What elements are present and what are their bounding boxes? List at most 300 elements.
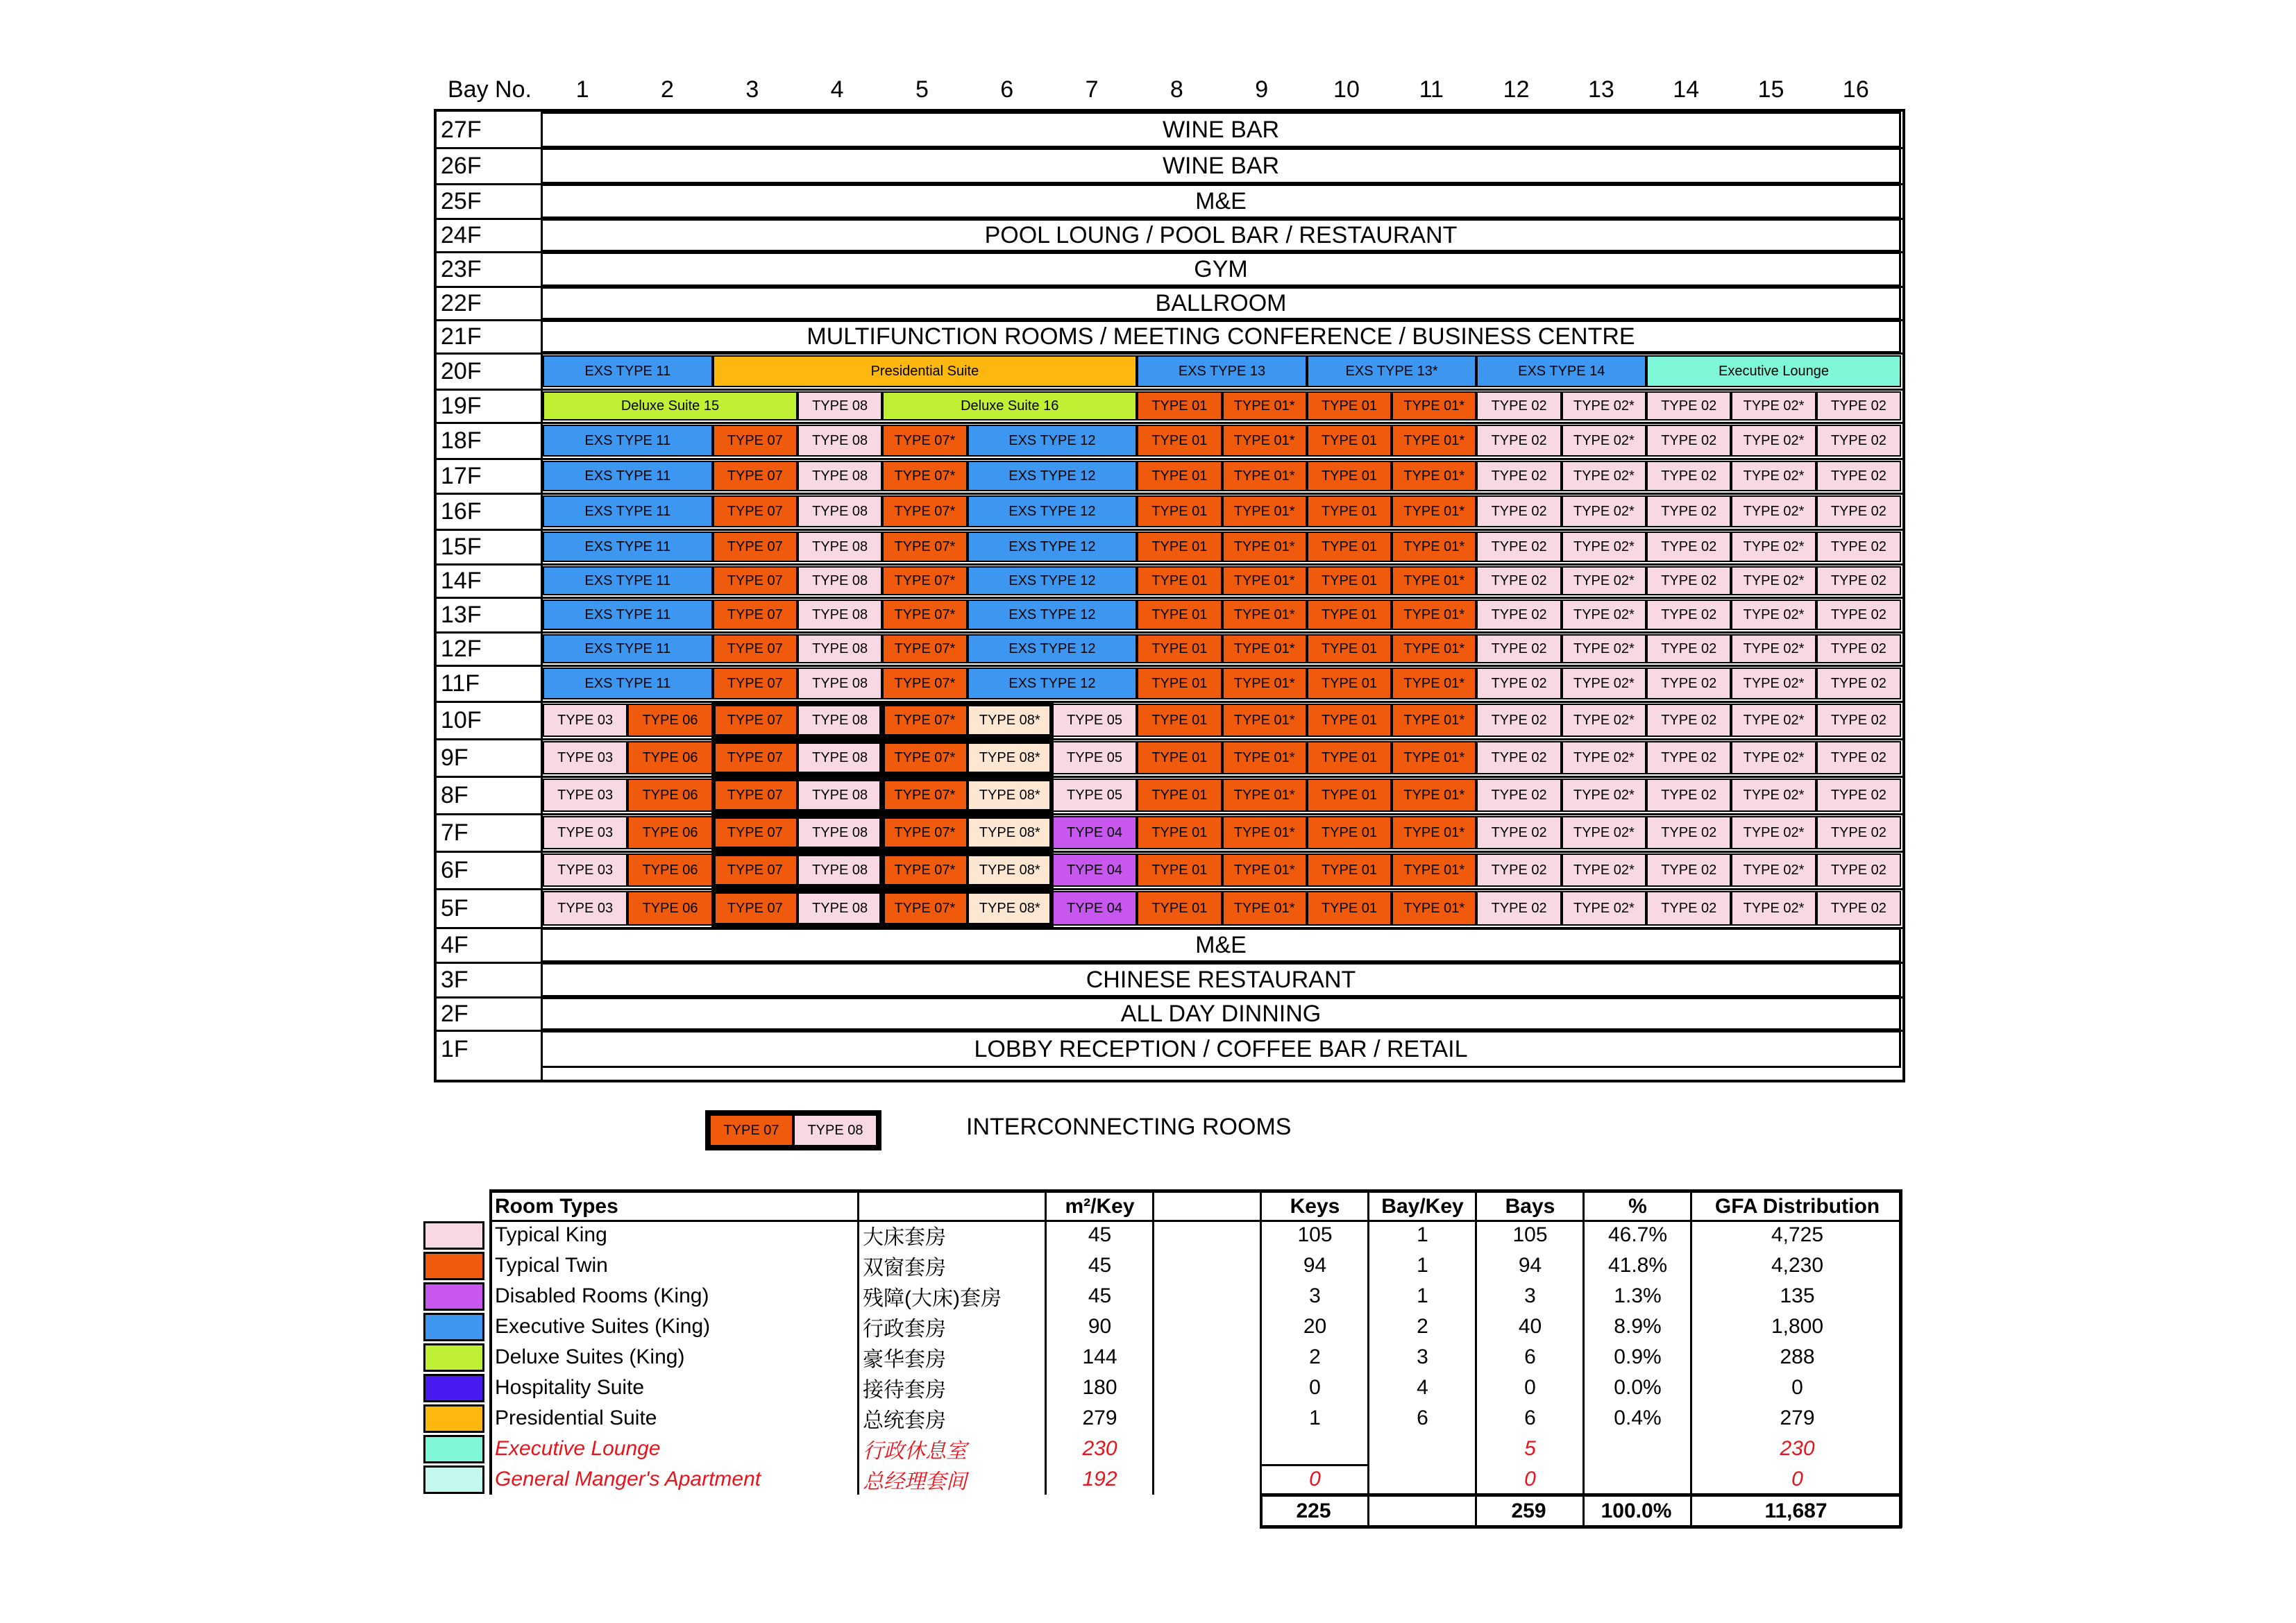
room-cell: TYPE 02 xyxy=(1476,853,1561,887)
room-cell: TYPE 08 xyxy=(797,425,882,457)
table-cell-m2: 144 xyxy=(1082,1345,1117,1368)
table-cell-pct: 0.4% xyxy=(1614,1407,1662,1429)
table-cell-name: Executive Suites (King) xyxy=(495,1315,711,1338)
room-cell: TYPE 02 xyxy=(1816,891,1901,926)
room-cell: TYPE 02* xyxy=(1731,853,1816,887)
table-cell-gfa: 4,230 xyxy=(1771,1254,1824,1277)
floor-divider xyxy=(437,251,1902,253)
room-cell: TYPE 07* xyxy=(882,816,967,849)
room-cell: TYPE 02 xyxy=(1816,741,1901,774)
room-cell: EXS TYPE 12 xyxy=(968,461,1138,491)
floor-divider xyxy=(437,962,1902,964)
room-cell: TYPE 06 xyxy=(627,891,712,926)
floor-label-20f: 20F xyxy=(441,357,482,384)
room-cell: TYPE 01 xyxy=(1137,600,1222,630)
room-cell: TYPE 07 xyxy=(713,425,797,457)
table-cell-gfa: 279 xyxy=(1780,1407,1815,1429)
room-cell: TYPE 01* xyxy=(1392,600,1476,630)
room-cell: EXS TYPE 11 xyxy=(543,532,713,562)
floor-divider xyxy=(437,701,1902,703)
legend-cell-type-a: TYPE 07 xyxy=(709,1114,793,1146)
room-cell: TYPE 07 xyxy=(713,532,797,562)
room-cell: TYPE 02 xyxy=(1646,600,1731,630)
room-cell: TYPE 01* xyxy=(1222,391,1307,420)
room-cell: TYPE 02* xyxy=(1731,741,1816,774)
room-cell: TYPE 02 xyxy=(1646,425,1731,457)
floor-stack-grid xyxy=(434,109,1905,1082)
room-type-swatch xyxy=(423,1221,484,1250)
room-type-swatch xyxy=(423,1313,484,1341)
room-cell: TYPE 07 xyxy=(713,566,797,595)
room-cell: TYPE 01 xyxy=(1307,891,1392,926)
room-cell: TYPE 02* xyxy=(1562,853,1646,887)
table-header-m2: m²/Key xyxy=(1065,1195,1135,1218)
room-type-swatch xyxy=(423,1404,484,1433)
room-cell: TYPE 01 xyxy=(1137,668,1222,699)
room-cell: TYPE 01 xyxy=(1137,634,1222,663)
room-cell: TYPE 07* xyxy=(882,566,967,595)
room-cell: TYPE 02* xyxy=(1731,600,1816,630)
room-types-table xyxy=(423,1189,1905,1543)
table-header-bay-key: Bay/Key xyxy=(1381,1195,1464,1218)
room-cell: TYPE 08 xyxy=(797,779,882,812)
table-cell-keys: 2 xyxy=(1309,1345,1321,1368)
floor-label-2f: 2F xyxy=(441,1000,469,1027)
floor-divider xyxy=(437,996,1902,999)
room-cell: TYPE 02 xyxy=(1476,532,1561,562)
table-cell-bays: 94 xyxy=(1518,1254,1542,1277)
floor-divider xyxy=(437,218,1902,220)
room-cell: TYPE 01 xyxy=(1307,634,1392,663)
room-cell: TYPE 02 xyxy=(1816,391,1901,420)
table-header-pct: % xyxy=(1628,1195,1647,1218)
room-cell: TYPE 06 xyxy=(627,741,712,774)
table-cell-m2: 180 xyxy=(1082,1376,1117,1399)
room-cell: TYPE 08 xyxy=(797,668,882,699)
room-cell: TYPE 07 xyxy=(713,634,797,663)
table-cell-m2: 45 xyxy=(1088,1223,1112,1246)
table-cell-cn: 总统套房 xyxy=(863,1409,946,1432)
room-cell: TYPE 02 xyxy=(1816,853,1901,887)
bay-number: 10 xyxy=(1333,76,1360,103)
room-cell: TYPE 08* xyxy=(968,853,1052,887)
room-cell: TYPE 02 xyxy=(1646,704,1731,737)
bay-number: 11 xyxy=(1419,76,1444,103)
room-cell: EXS TYPE 12 xyxy=(968,600,1138,630)
floor-divider xyxy=(437,458,1902,460)
floor-divider xyxy=(437,422,1902,424)
table-right-border xyxy=(1899,1189,1902,1528)
room-cell: EXS TYPE 12 xyxy=(968,668,1138,699)
table-cell-name: Typical King xyxy=(495,1223,607,1246)
room-cell: TYPE 06 xyxy=(627,816,712,849)
room-cell: TYPE 07* xyxy=(882,853,967,887)
room-cell: TYPE 03 xyxy=(543,853,627,887)
room-cell: TYPE 07* xyxy=(882,425,967,457)
room-cell: TYPE 01* xyxy=(1392,816,1476,849)
room-cell: TYPE 01* xyxy=(1222,600,1307,630)
room-cell: TYPE 02 xyxy=(1646,779,1731,812)
floor-divider xyxy=(437,493,1902,495)
room-cell: TYPE 07 xyxy=(713,668,797,699)
floor-function-26f: WINE BAR xyxy=(543,150,1899,182)
room-cell: TYPE 07* xyxy=(882,461,967,491)
room-cell: TYPE 01* xyxy=(1392,532,1476,562)
room-cell: TYPE 02 xyxy=(1646,668,1731,699)
table-cell-cn: 行政套房 xyxy=(863,1318,946,1341)
total-col-divider xyxy=(1367,1495,1369,1525)
room-cell: EXS TYPE 13 xyxy=(1137,355,1307,387)
room-cell: TYPE 07* xyxy=(882,668,967,699)
room-cell: TYPE 01* xyxy=(1222,741,1307,774)
room-cell: TYPE 01* xyxy=(1222,891,1307,926)
table-cell-cn: 豪华套房 xyxy=(863,1348,946,1371)
room-cell: TYPE 01* xyxy=(1222,461,1307,491)
room-cell: EXS TYPE 12 xyxy=(968,634,1138,663)
room-cell: TYPE 01 xyxy=(1137,391,1222,420)
table-cell-bay-key: 1 xyxy=(1417,1284,1428,1307)
bay-number: 4 xyxy=(830,76,844,103)
table-cell-pct: 46.7% xyxy=(1607,1223,1668,1246)
room-cell: EXS TYPE 12 xyxy=(968,425,1138,457)
table-cell-pct: 41.8% xyxy=(1607,1254,1668,1277)
floor-divider xyxy=(437,529,1902,531)
room-cell: TYPE 07* xyxy=(882,600,967,630)
room-cell: TYPE 07 xyxy=(713,461,797,491)
bay-number: 9 xyxy=(1255,76,1269,103)
floor-divider xyxy=(437,888,1902,890)
room-cell: TYPE 02 xyxy=(1476,634,1561,663)
room-cell: TYPE 01 xyxy=(1307,668,1392,699)
room-cell: TYPE 01 xyxy=(1307,816,1392,849)
table-cell-bays: 0 xyxy=(1524,1376,1536,1399)
room-cell: TYPE 05 xyxy=(1052,704,1137,737)
bay-number: 13 xyxy=(1587,76,1614,103)
room-cell: TYPE 02* xyxy=(1731,634,1816,663)
table-cell-bays: 6 xyxy=(1524,1407,1536,1429)
room-cell: TYPE 02* xyxy=(1731,668,1816,699)
room-cell: TYPE 02* xyxy=(1731,532,1816,562)
table-cell-m2: 192 xyxy=(1082,1468,1117,1490)
room-cell: EXS TYPE 12 xyxy=(968,566,1138,595)
room-cell: TYPE 02 xyxy=(1476,668,1561,699)
room-cell: TYPE 02 xyxy=(1646,741,1731,774)
room-cell: Deluxe Suite 15 xyxy=(543,391,797,420)
table-cell-name: Presidential Suite xyxy=(495,1407,657,1429)
room-cell: TYPE 08* xyxy=(968,741,1052,774)
room-cell: TYPE 01* xyxy=(1222,704,1307,737)
room-type-swatch xyxy=(423,1374,484,1402)
room-cell: TYPE 01 xyxy=(1307,495,1392,527)
floor-function-27f: WINE BAR xyxy=(543,114,1899,146)
table-cell-pct xyxy=(1588,1434,1687,1464)
bay-number: 8 xyxy=(1170,76,1183,103)
room-cell: TYPE 01 xyxy=(1137,779,1222,812)
room-cell: TYPE 02 xyxy=(1476,600,1561,630)
floor-divider xyxy=(437,776,1902,778)
room-cell: Executive Lounge xyxy=(1646,355,1901,387)
floor-label-11f: 11F xyxy=(441,670,480,697)
floor-function-4f: M&E xyxy=(543,930,1899,960)
room-cell: TYPE 02 xyxy=(1646,816,1731,849)
table-cell-cn: 大床套房 xyxy=(863,1226,946,1249)
room-cell: TYPE 02* xyxy=(1562,391,1646,420)
table-cell-gfa: 0 xyxy=(1791,1468,1803,1490)
floor-label-21f: 21F xyxy=(441,323,482,350)
room-cell: TYPE 02* xyxy=(1562,461,1646,491)
room-cell: TYPE 01 xyxy=(1137,741,1222,774)
table-cell-keys: 105 xyxy=(1297,1223,1333,1246)
room-cell: TYPE 03 xyxy=(543,816,627,849)
bay-number: 16 xyxy=(1842,76,1869,103)
room-cell: TYPE 02* xyxy=(1562,532,1646,562)
table-cell-keys: 0 xyxy=(1309,1376,1321,1399)
floor-function-24f: POOL LOUNG / POOL BAR / RESTAURANT xyxy=(543,221,1899,250)
room-cell: TYPE 02* xyxy=(1731,391,1816,420)
table-cell-cn: 双窗套房 xyxy=(863,1257,946,1280)
room-cell: TYPE 07 xyxy=(713,891,797,926)
floor-function-23f: GYM xyxy=(543,254,1899,284)
room-cell: EXS TYPE 11 xyxy=(543,495,713,527)
floor-label-22f: 22F xyxy=(441,289,482,316)
table-cell-bay-key: 3 xyxy=(1417,1345,1428,1368)
bay-number: 15 xyxy=(1757,76,1784,103)
bay-number: 12 xyxy=(1503,76,1530,103)
room-cell: TYPE 02 xyxy=(1476,779,1561,812)
interconnecting-legend-label: INTERCONNECTING ROOMS xyxy=(966,1114,1292,1140)
legend-cell-type-b: TYPE 08 xyxy=(793,1114,877,1146)
table-cell-cn: 总经理套间 xyxy=(863,1470,967,1493)
table-cell-gfa: 0 xyxy=(1791,1376,1803,1399)
room-cell: TYPE 07* xyxy=(882,891,967,926)
room-cell: TYPE 02 xyxy=(1646,634,1731,663)
bay-no-label: Bay No. xyxy=(448,76,532,103)
room-cell: TYPE 02 xyxy=(1816,495,1901,527)
table-cell-bay-key: 2 xyxy=(1417,1315,1428,1338)
room-cell: TYPE 01* xyxy=(1222,779,1307,812)
room-cell: TYPE 07* xyxy=(882,741,967,774)
table-col-divider xyxy=(1260,1189,1262,1495)
room-cell: TYPE 07* xyxy=(882,495,967,527)
room-cell: TYPE 02 xyxy=(1816,461,1901,491)
room-cell: TYPE 08 xyxy=(797,532,882,562)
floor-label-17f: 17F xyxy=(441,462,482,489)
room-cell: TYPE 01 xyxy=(1307,741,1392,774)
table-cell-pct: 8.9% xyxy=(1614,1315,1662,1338)
bay-number: 1 xyxy=(575,76,589,103)
table-total-pct: 100.0% xyxy=(1601,1499,1672,1522)
room-type-swatch xyxy=(423,1252,484,1280)
room-cell: TYPE 08 xyxy=(797,566,882,595)
room-cell: TYPE 07 xyxy=(713,779,797,812)
room-cell: TYPE 03 xyxy=(543,779,627,812)
room-cell: TYPE 03 xyxy=(543,891,627,926)
table-col-divider xyxy=(1367,1189,1369,1495)
floor-label-9f: 9F xyxy=(441,744,469,771)
room-cell: TYPE 08 xyxy=(797,600,882,630)
floor-label-24f: 24F xyxy=(441,221,482,248)
table-total-bays: 259 xyxy=(1511,1499,1546,1522)
room-cell: TYPE 01* xyxy=(1222,816,1307,849)
room-cell: TYPE 01* xyxy=(1392,634,1476,663)
table-total-gfa: 11,687 xyxy=(1764,1499,1827,1522)
room-cell: TYPE 01* xyxy=(1392,891,1476,926)
floor-function-1f: LOBBY RECEPTION / COFFEE BAR / RETAIL xyxy=(543,1033,1899,1066)
room-cell: TYPE 01 xyxy=(1307,853,1392,887)
table-cell-keys: 1 xyxy=(1309,1407,1321,1429)
room-cell: TYPE 06 xyxy=(627,779,712,812)
room-cell: TYPE 02 xyxy=(1816,816,1901,849)
room-cell: TYPE 01 xyxy=(1137,425,1222,457)
room-cell: TYPE 02 xyxy=(1816,668,1901,699)
table-cell-bay-key: 6 xyxy=(1417,1407,1428,1429)
room-cell: TYPE 02 xyxy=(1476,391,1561,420)
room-cell: TYPE 02 xyxy=(1476,461,1561,491)
room-cell: TYPE 02 xyxy=(1816,532,1901,562)
room-cell: TYPE 01* xyxy=(1222,532,1307,562)
floor-label-27f: 27F xyxy=(441,116,482,143)
room-cell: TYPE 08 xyxy=(797,816,882,849)
room-cell: TYPE 08 xyxy=(797,634,882,663)
room-cell: TYPE 02 xyxy=(1646,391,1731,420)
room-cell: EXS TYPE 13* xyxy=(1307,355,1477,387)
floor-label-18f: 18F xyxy=(441,427,482,454)
table-header-keys: Keys xyxy=(1290,1195,1340,1218)
floor-divider xyxy=(437,563,1902,566)
room-cell: TYPE 02 xyxy=(1476,704,1561,737)
table-cell-keys: 0 xyxy=(1309,1468,1321,1490)
floor-label-12f: 12F xyxy=(441,635,482,662)
room-cell: TYPE 02* xyxy=(1562,634,1646,663)
floor-label-13f: 13F xyxy=(441,601,482,628)
room-cell: TYPE 01 xyxy=(1137,495,1222,527)
table-col-divider xyxy=(1152,1189,1154,1495)
room-cell: TYPE 01 xyxy=(1137,704,1222,737)
room-cell: TYPE 02* xyxy=(1562,816,1646,849)
room-cell: TYPE 02 xyxy=(1816,779,1901,812)
room-cell: TYPE 02 xyxy=(1646,461,1731,491)
room-cell: TYPE 01* xyxy=(1392,704,1476,737)
room-cell: TYPE 08* xyxy=(968,704,1052,737)
table-col-divider xyxy=(1045,1189,1047,1495)
room-cell: TYPE 01 xyxy=(1307,391,1392,420)
table-cell-m2: 230 xyxy=(1082,1437,1117,1460)
room-cell: TYPE 01* xyxy=(1392,391,1476,420)
floor-label-4f: 4F xyxy=(441,931,469,958)
room-cell: EXS TYPE 12 xyxy=(968,495,1138,527)
room-cell: EXS TYPE 11 xyxy=(543,355,713,387)
room-cell: TYPE 02 xyxy=(1816,566,1901,595)
room-cell: TYPE 02 xyxy=(1476,495,1561,527)
bay-number: 3 xyxy=(745,76,759,103)
room-cell: TYPE 07 xyxy=(713,600,797,630)
room-cell: EXS TYPE 11 xyxy=(543,461,713,491)
floor-label-3f: 3F xyxy=(441,966,469,993)
room-cell: TYPE 01* xyxy=(1392,779,1476,812)
room-cell: TYPE 02 xyxy=(1816,634,1901,663)
bay-number: 5 xyxy=(915,76,929,103)
room-cell: TYPE 01 xyxy=(1307,532,1392,562)
room-cell: EXS TYPE 11 xyxy=(543,668,713,699)
room-cell: TYPE 08 xyxy=(797,704,882,737)
table-cell-bays: 3 xyxy=(1524,1284,1536,1307)
room-cell: TYPE 07* xyxy=(882,779,967,812)
room-cell: TYPE 07* xyxy=(882,532,967,562)
floor-divider xyxy=(437,319,1902,321)
table-cell-name: Executive Lounge xyxy=(495,1437,661,1460)
room-cell: TYPE 01* xyxy=(1392,853,1476,887)
table-cell-bays: 6 xyxy=(1524,1345,1536,1368)
table-cell-pct: 0.9% xyxy=(1614,1345,1662,1368)
room-cell: EXS TYPE 12 xyxy=(968,532,1138,562)
room-cell: TYPE 01* xyxy=(1222,495,1307,527)
floor-label-8f: 8F xyxy=(441,781,469,808)
table-cell-name: Deluxe Suites (King) xyxy=(495,1345,685,1368)
room-cell: TYPE 07* xyxy=(882,704,967,737)
room-type-swatch xyxy=(423,1343,484,1372)
floor-label-5f: 5F xyxy=(441,894,469,921)
room-cell: TYPE 01* xyxy=(1392,566,1476,595)
table-cell-gfa: 230 xyxy=(1780,1437,1815,1460)
table-cell-name: Disabled Rooms (King) xyxy=(495,1284,709,1307)
table-cell-gfa: 4,725 xyxy=(1771,1223,1824,1246)
room-type-swatch xyxy=(423,1282,484,1311)
table-col-divider xyxy=(1582,1189,1585,1495)
floor-label-14f: 14F xyxy=(441,567,482,594)
table-col-divider xyxy=(1690,1189,1692,1495)
floor-label-7f: 7F xyxy=(441,819,469,846)
room-cell: TYPE 01 xyxy=(1307,461,1392,491)
room-cell: TYPE 03 xyxy=(543,704,627,737)
room-cell: TYPE 02* xyxy=(1731,425,1816,457)
room-cell: TYPE 02 xyxy=(1476,891,1561,926)
room-cell: TYPE 02* xyxy=(1562,495,1646,527)
table-cell-bay-key xyxy=(1373,1464,1472,1495)
room-cell: TYPE 02 xyxy=(1476,741,1561,774)
floor-divider xyxy=(437,631,1902,634)
room-cell: TYPE 01 xyxy=(1137,532,1222,562)
room-cell: TYPE 07 xyxy=(713,704,797,737)
room-cell: TYPE 08 xyxy=(797,495,882,527)
floor-function-25f: M&E xyxy=(543,186,1899,216)
room-cell: TYPE 01 xyxy=(1307,425,1392,457)
room-cell: TYPE 01 xyxy=(1137,853,1222,887)
room-cell: TYPE 02* xyxy=(1562,600,1646,630)
room-cell: TYPE 02 xyxy=(1816,704,1901,737)
table-col-divider xyxy=(857,1189,859,1495)
room-cell: TYPE 02 xyxy=(1646,532,1731,562)
room-cell: TYPE 01 xyxy=(1137,891,1222,926)
room-cell: TYPE 05 xyxy=(1052,779,1137,812)
table-cell-bay-key xyxy=(1373,1434,1472,1464)
room-cell: TYPE 02* xyxy=(1731,891,1816,926)
table-cell-bay-key: 1 xyxy=(1417,1223,1428,1246)
table-cell-bays: 0 xyxy=(1524,1468,1536,1490)
floor-divider xyxy=(437,738,1902,740)
floor-label-26f: 26F xyxy=(441,152,482,179)
table-cell-cn: 接待套房 xyxy=(863,1379,946,1402)
floor-function-21f: MULTIFUNCTION ROOMS / MEETING CONFERENCE / BUSINESS CENTRE xyxy=(543,322,1899,351)
room-cell: TYPE 08 xyxy=(797,461,882,491)
room-cell: TYPE 01* xyxy=(1222,668,1307,699)
bay-header xyxy=(434,73,1912,106)
room-cell: EXS TYPE 14 xyxy=(1476,355,1646,387)
table-left-border xyxy=(489,1189,492,1495)
table-cell-m2: 45 xyxy=(1088,1284,1112,1307)
room-cell: TYPE 05 xyxy=(1052,741,1137,774)
room-cell: EXS TYPE 11 xyxy=(543,600,713,630)
table-cell-bay-key: 4 xyxy=(1417,1376,1428,1399)
